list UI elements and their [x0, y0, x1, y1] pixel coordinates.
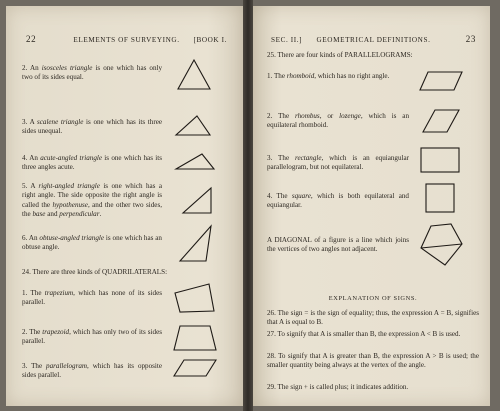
left-page-number: 22 [26, 34, 37, 44]
def-rectangle: 3. The rectangle, which is an equiangular parallelogram, but not equilateral. [267, 154, 409, 172]
def-obtuse: 6. An obtuse-angled triangle is one which has an obtuse angle. [22, 234, 162, 252]
square-figure [424, 182, 456, 214]
def-diagonal: A DIAGONAL of a figure is a line which joins the vertices of two angles not adjacent. [267, 236, 409, 254]
right-page-number: 23 [465, 34, 476, 44]
left-page [6, 6, 243, 406]
sign-plus: 29. The sign + is called plus; it indicates addition. [267, 383, 409, 391]
left-running-tag: [BOOK I. [193, 36, 227, 44]
def-rhombus: 2. The rhombus, or lozenge, which is an equilateral rhomboid. [267, 112, 409, 130]
quadrilaterals-intro: 24. There are three kinds of QUADRILATERALS: [22, 268, 168, 276]
left-running-title: ELEMENTS OF SURVEYING. [73, 36, 180, 44]
right-running-title: GEOMETRICAL DEFINITIONS. [316, 36, 431, 44]
def-trapezoid: 2. The trapezoid, which has only two of its sides parallel. [22, 328, 162, 346]
def-acute: 4. An acute-angled triangle is one which has its three angles acute. [22, 154, 162, 172]
right-running-tag: SEC. II.] [271, 36, 303, 44]
sign-less-than: 27. To signify that A is smaller than B, the expression A < B is used. [267, 330, 461, 338]
scalene-triangle-figure [174, 114, 214, 138]
trapezium-figure [172, 281, 218, 315]
right-triangle-figure [180, 186, 214, 216]
sign-greater-than: 28. To signify that A is greater than B, the expression A > B is used; the smaller quantity being always at the vertex of the angle. [267, 352, 479, 370]
def-square: 4. The square, which is both equilateral and equiangular. [267, 192, 409, 210]
parallelogram-figure [172, 358, 218, 378]
acute-triangle-figure [174, 152, 216, 172]
rhomboid-figure [418, 70, 464, 92]
diagonal-pentagon-figure [417, 222, 465, 268]
book-gutter [243, 0, 253, 411]
isosceles-triangle-figure [174, 58, 214, 92]
def-right-angled: 5. A right-angled triangle is one which has a right angle. The side opposite the right angle is called the hypothenuse, and the other two sides, the base and perpendicular. [22, 182, 162, 219]
obtuse-triangle-figure [178, 224, 214, 264]
rhombus-figure [421, 108, 461, 134]
sign-equality: 26. The sign = is the sign of equality; thus, the expression A = B, signifies that A is equal to B. [267, 309, 479, 327]
def-parallelogram: 3. The parallelogram, which has its opposite sides parallel. [22, 362, 162, 380]
trapezoid-figure [172, 323, 218, 353]
def-rhomboid: 1. The rhomboid, which has no right angle. [267, 72, 390, 80]
def-isosceles: 2. An isosceles triangle is one which has only two of its sides equal. [22, 64, 163, 82]
parallelograms-intro: 25. There are four kinds of PARALLELOGRAMS: [267, 51, 413, 59]
def-trapezium: 1. The trapezium, which has none of its sides parallel. [22, 289, 162, 307]
right-page [253, 6, 490, 406]
def-scalene: 3. A scalene triangle is one which has its three sides unequal. [22, 118, 162, 136]
signs-heading: EXPLANATION OF SIGNS. [328, 295, 418, 302]
rectangle-figure [419, 146, 461, 174]
